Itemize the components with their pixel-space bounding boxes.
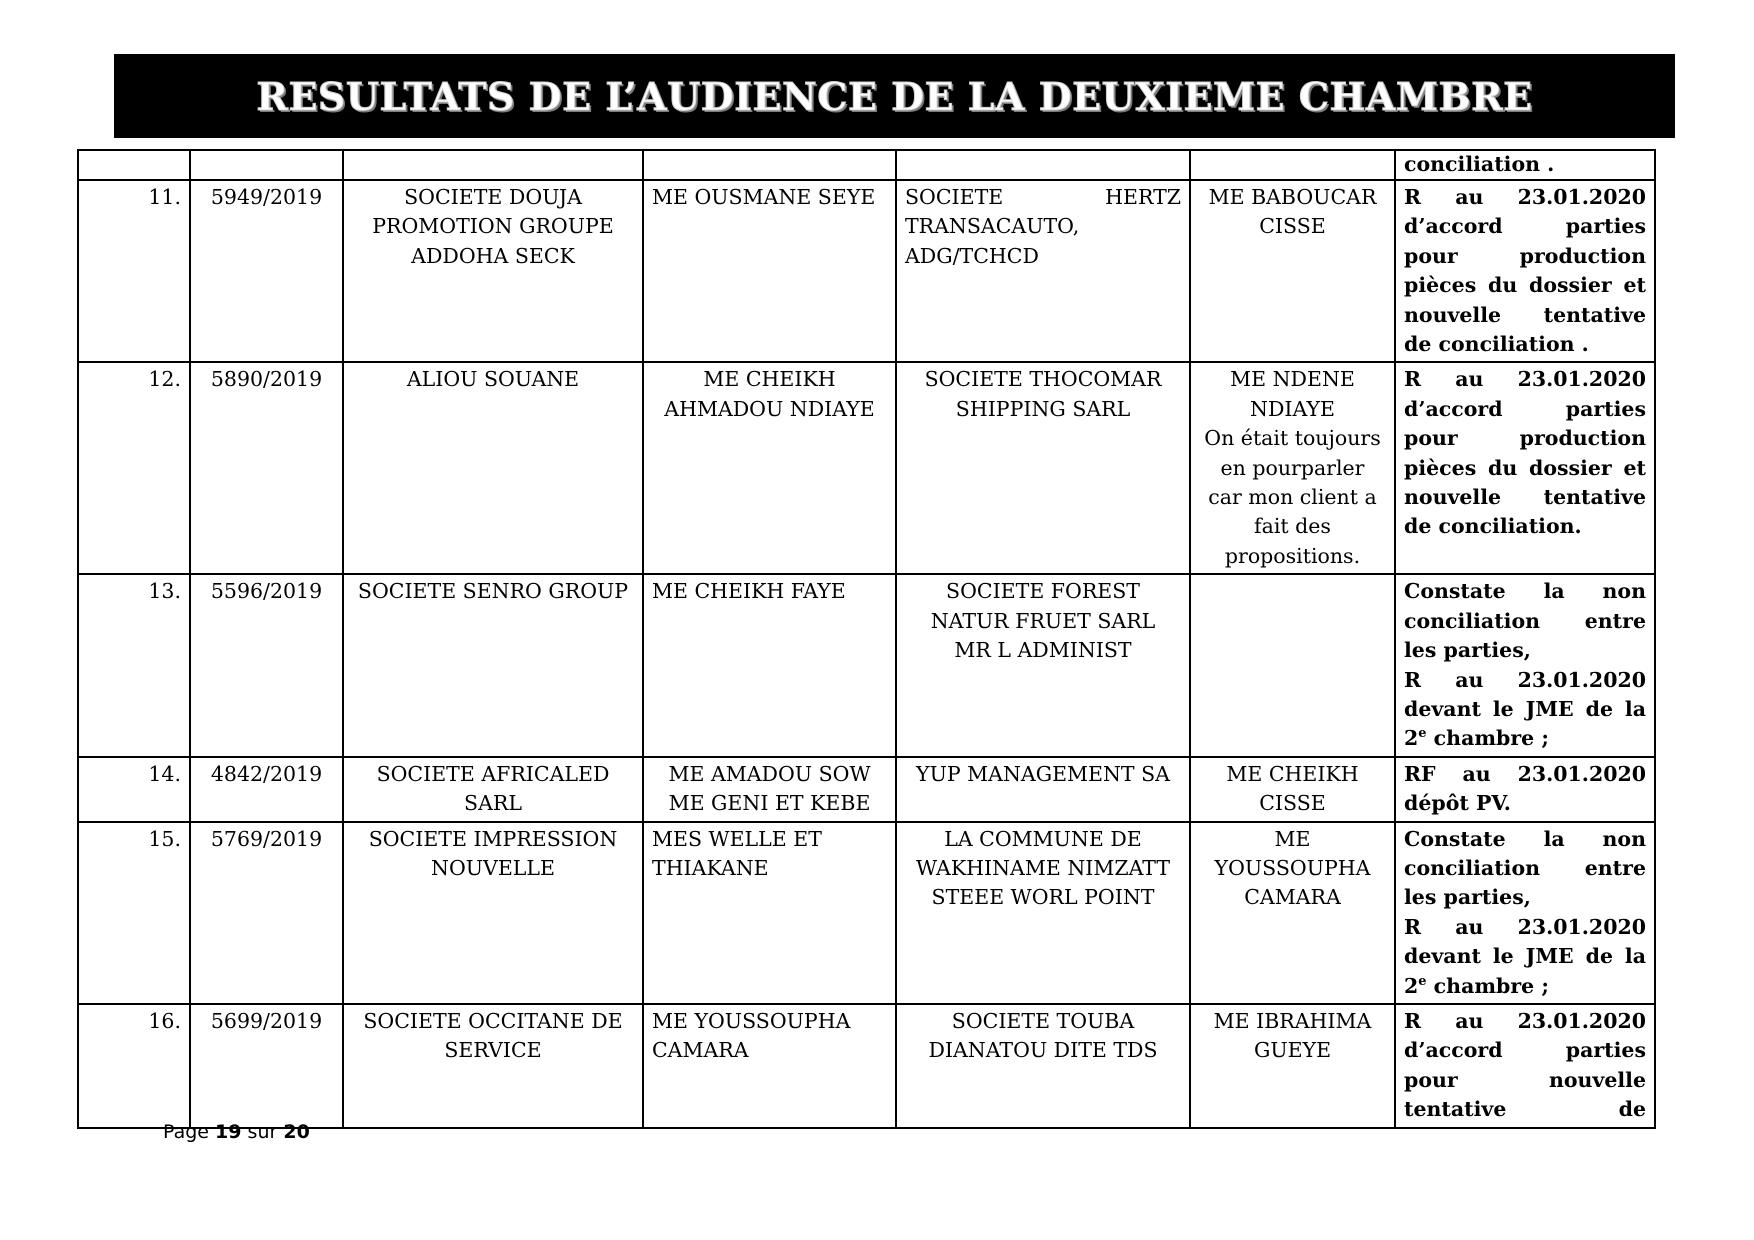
footer-page-number: 19 <box>215 1121 242 1143</box>
decision-line: nouvelle tentative <box>1404 302 1646 327</box>
defendant-line: MR L ADMINIST <box>954 638 1132 663</box>
defendant-line: SOCIETE TOUBA <box>951 1008 1135 1033</box>
table-row <box>78 757 1655 822</box>
row-number: 14. <box>148 761 181 786</box>
decision-line: R au 23.01.2020 <box>1404 185 1646 209</box>
cell-defendant <box>896 757 1190 822</box>
cell-decision <box>1395 180 1655 362</box>
decision-line: conciliation entre <box>1404 855 1646 880</box>
defendant-line: LA COMMUNE DE <box>944 826 1142 851</box>
plaintiff-line: PROMOTION GROUPE <box>372 214 614 239</box>
cell-defendant-counsel <box>1190 757 1395 822</box>
cell-plaintiff <box>343 150 643 180</box>
decision-line: pièces du dossier et <box>1404 273 1646 298</box>
cell-roll <box>190 1004 343 1128</box>
decision-line: nouvelle tentative <box>1404 485 1646 510</box>
footer-prefix: Page <box>163 1121 209 1143</box>
plaintiff-line: SERVICE <box>444 1038 542 1063</box>
cell-defendant-counsel <box>1190 822 1395 1004</box>
page-footer <box>163 1121 310 1143</box>
cell-num <box>78 180 190 362</box>
defendant-counsel-line: GUEYE <box>1253 1038 1332 1063</box>
cell-num <box>78 757 190 822</box>
cell-defendant <box>896 362 1190 574</box>
defendant-line: SOCIETE FOREST <box>946 579 1140 604</box>
table-row <box>78 574 1655 756</box>
row-number: 12. <box>148 367 181 392</box>
plaintiff-line: SOCIETE IMPRESSION <box>368 826 618 851</box>
decision-line: RF au 23.01.2020 <box>1404 761 1646 786</box>
cell-defendant <box>896 574 1190 756</box>
plaintiff-line: ADDOHA SECK <box>411 243 575 268</box>
decision-line: Constate la non <box>1404 579 1646 604</box>
cell-defendant <box>896 180 1190 362</box>
cell-decision <box>1395 757 1655 822</box>
defendant-counsel-line: en pourparler <box>1220 455 1365 480</box>
plaintiff-line: ALIOU SOUANE <box>406 367 580 392</box>
plaintiff-counsel-line: ME YOUSSOUPHA <box>652 1008 851 1033</box>
defendant-line: SOCIETE THOCOMAR <box>924 367 1162 392</box>
cell-defendant-counsel <box>1190 150 1395 180</box>
plaintiff-counsel-line: ME CHEIKH FAYE <box>652 579 846 604</box>
defendant-line: TRANSACAUTO, <box>905 214 1080 239</box>
defendant-counsel-line: On était toujours <box>1204 426 1381 451</box>
cell-plaintiff-counsel <box>643 1004 896 1128</box>
defendant-counsel-line: CAMARA <box>1244 885 1341 910</box>
cell-defendant <box>896 150 1190 180</box>
defendant-counsel-line: NDIAYE <box>1250 396 1335 421</box>
footer-total-pages: 20 <box>283 1121 310 1143</box>
cell-plaintiff-counsel <box>643 180 896 362</box>
cell-num <box>78 1004 190 1128</box>
defendant-counsel-line: ME CHEIKH <box>1226 761 1359 786</box>
decision-line: pour nouvelle <box>1404 1067 1646 1092</box>
decision-line: 2e chambre ; <box>1404 726 1549 751</box>
decision-line: 2e chambre ; <box>1404 973 1549 998</box>
decision-line: les parties, <box>1404 885 1531 910</box>
defendant-line: DIANATOU DITE TDS <box>928 1038 1158 1063</box>
roll-number: 5596/2019 <box>210 579 323 604</box>
cell-decision <box>1395 822 1655 1004</box>
defendant-line: NATUR FRUET SARL <box>930 608 1156 633</box>
cell-defendant-counsel <box>1190 180 1395 362</box>
title-banner <box>114 54 1675 138</box>
row-number: 13. <box>148 579 181 604</box>
row-number: 15. <box>148 826 181 851</box>
defendant-counsel-line: car mon client a <box>1208 485 1377 510</box>
cell-plaintiff-counsel <box>643 822 896 1004</box>
plaintiff-counsel-line: MES WELLE ET <box>652 826 822 851</box>
page-title: RESULTATS DE L’AUDIENCE DE LA DEUXIEME CHAMBRE <box>256 73 1533 119</box>
defendant-counsel-line: ME NDENE <box>1230 367 1355 392</box>
defendant-counsel-line: ME IBRAHIMA <box>1213 1008 1372 1033</box>
defendant-line: WAKHINAME NIMZATT <box>915 855 1171 880</box>
decision-line: d’accord parties <box>1404 1038 1646 1063</box>
cell-num <box>78 822 190 1004</box>
decision-line: devant le JME de la <box>1404 696 1646 721</box>
table-row <box>78 1004 1655 1128</box>
plaintiff-counsel-line: ME CHEIKH <box>703 367 836 392</box>
decision-line: pour production <box>1404 426 1646 451</box>
cell-decision <box>1395 574 1655 756</box>
cell-plaintiff <box>343 362 643 574</box>
plaintiff-line: SOCIETE SENRO GROUP <box>357 579 629 604</box>
roll-number: 5890/2019 <box>210 367 323 392</box>
plaintiff-counsel-line: CAMARA <box>652 1038 749 1063</box>
cell-roll <box>190 574 343 756</box>
decision-line: les parties, <box>1404 638 1531 663</box>
plaintiff-line: SOCIETE DOUJA <box>404 185 582 209</box>
defendant-counsel-line: ME BABOUCAR <box>1208 185 1377 209</box>
plaintiff-counsel-line: ME GENI ET KEBE <box>668 791 871 816</box>
cell-roll <box>190 362 343 574</box>
table-row <box>78 362 1655 574</box>
cell-decision <box>1395 150 1655 180</box>
plaintiff-line: SARL <box>464 791 522 816</box>
plaintiff-line: NOUVELLE <box>431 855 555 880</box>
cell-decision <box>1395 1004 1655 1128</box>
defendant-counsel-line: CISSE <box>1259 791 1326 816</box>
plaintiff-counsel-line: THIAKANE <box>652 855 769 880</box>
cell-plaintiff-counsel <box>643 574 896 756</box>
cell-plaintiff-counsel <box>643 150 896 180</box>
cell-plaintiff-counsel <box>643 757 896 822</box>
defendant-line: YUP MANAGEMENT SA <box>916 761 1170 786</box>
footer-middle: sur <box>247 1121 278 1143</box>
defendant-counsel-line: YOUSSOUPHA <box>1214 855 1371 880</box>
table-row <box>78 822 1655 1004</box>
roll-number: 5699/2019 <box>210 1008 323 1033</box>
decision-line: pour production <box>1404 243 1646 268</box>
row-number: 16. <box>148 1008 181 1033</box>
plaintiff-line: SOCIETE OCCITANE DE <box>363 1008 623 1033</box>
row-number: 11. <box>148 185 181 209</box>
defendant-line: SOCIETE HERTZ <box>905 185 1181 209</box>
defendant-counsel-line: propositions. <box>1224 543 1361 568</box>
decision-line: d’accord parties <box>1404 396 1646 421</box>
cell-defendant <box>896 822 1190 1004</box>
plaintiff-counsel-line: ME AMADOU SOW <box>668 761 871 786</box>
cell-roll <box>190 180 343 362</box>
decision-line: pièces du dossier et <box>1404 455 1646 480</box>
cell-plaintiff <box>343 822 643 1004</box>
roll-number: 5769/2019 <box>210 826 323 851</box>
cell-decision <box>1395 362 1655 574</box>
cell-plaintiff <box>343 1004 643 1128</box>
decision-line: Constate la non <box>1404 826 1646 851</box>
cell-num <box>78 362 190 574</box>
cell-plaintiff <box>343 180 643 362</box>
cell-roll <box>190 822 343 1004</box>
decision-line: R au 23.01.2020 <box>1404 914 1646 939</box>
cell-roll <box>190 150 343 180</box>
cell-num <box>78 574 190 756</box>
cell-defendant-counsel <box>1190 362 1395 574</box>
cell-defendant <box>896 1004 1190 1128</box>
table-row-continued <box>78 150 1655 180</box>
decision-line: R au 23.01.2020 <box>1404 367 1646 392</box>
decision-line: devant le JME de la <box>1404 944 1646 969</box>
cell-plaintiff <box>343 574 643 756</box>
cell-plaintiff <box>343 757 643 822</box>
plaintiff-counsel-line: AHMADOU NDIAYE <box>664 396 875 421</box>
decision-line: d’accord parties <box>1404 214 1646 239</box>
table-row <box>78 180 1655 362</box>
defendant-line: SHIPPING SARL <box>955 396 1131 421</box>
decision-line: de conciliation. <box>1404 514 1582 539</box>
decision-line: R au 23.01.2020 <box>1404 667 1646 692</box>
cell-roll <box>190 757 343 822</box>
defendant-counsel-line: fait des <box>1254 514 1331 539</box>
plaintiff-line: SOCIETE AFRICALED <box>376 761 610 786</box>
decision-line: conciliation entre <box>1404 608 1646 633</box>
defendant-line: ADG/TCHCD <box>905 243 1039 268</box>
decision-line: dépôt PV. <box>1404 791 1511 816</box>
cell-num <box>78 150 190 180</box>
plaintiff-counsel-line: ME OUSMANE SEYE <box>652 185 876 209</box>
cell-defendant-counsel <box>1190 1004 1395 1128</box>
defendant-line: STEEE WORL POINT <box>931 885 1155 910</box>
decision-line: tentative de <box>1404 1097 1646 1122</box>
roll-number: 5949/2019 <box>210 185 323 209</box>
decision-line: conciliation . <box>1404 152 1555 176</box>
decision-line: de conciliation . <box>1404 332 1589 357</box>
defendant-counsel-line: CISSE <box>1259 214 1326 239</box>
roll-number: 4842/2019 <box>210 761 323 786</box>
cell-plaintiff-counsel <box>643 362 896 574</box>
defendant-counsel-line: ME <box>1274 826 1311 851</box>
results-table <box>77 149 1656 1129</box>
decision-line: R au 23.01.2020 <box>1404 1008 1646 1033</box>
cell-defendant-counsel <box>1190 574 1395 756</box>
